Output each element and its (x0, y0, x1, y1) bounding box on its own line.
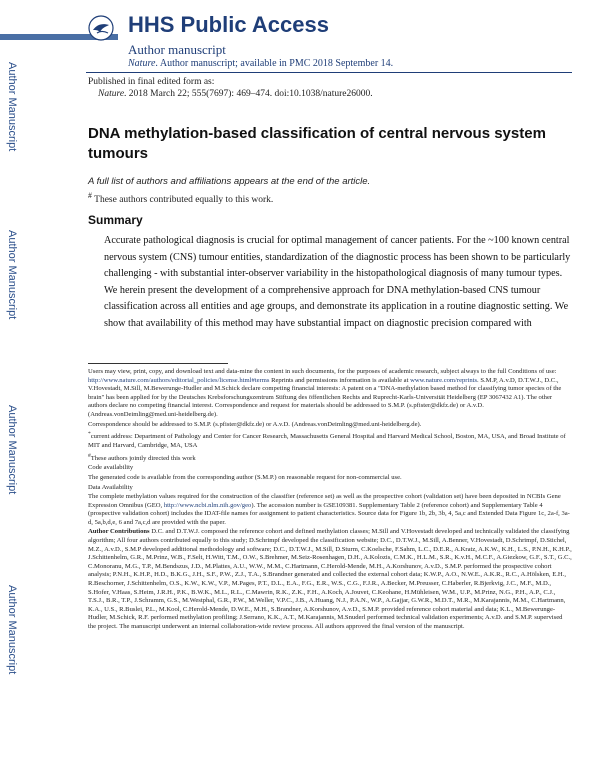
code-availability-heading: Code availability (88, 464, 134, 472)
availability-line (128, 58, 393, 69)
header-divider (86, 72, 572, 73)
equal-contribution-note (88, 191, 273, 205)
data-text-a: The complete methylation values required for the construction of the classifier (reference set) as well as the prospective cohort (validation set) have been deposited in NCBIs Gene Expression Omnibus (GEO, (88, 493, 561, 509)
geo-link[interactable]: http://www.ncbi.nlm.nih.gov/geo (163, 501, 252, 509)
competing-interests-text: . S.M.P, A.v.D, D.T.W.J., D.C., V.Hovestadt, M.Sill, M.Bewerunge-Hudler and M.Schick declare competing financial interests: A patent on a "DNA-methylation based method for classifying tumor species of the brain" has been applied for by the Deutsches Krebsforschungszentrum Stiftung des öffentlichen Rechts and Ruprecht-Karls-Universität Heidelberg (EP 3067432 A1). The other authors declare no competing financial interest. Correspondence and request for materials should be addressed to S.M.P. (s.pfister@dkfz.de) or A.v.D. (Andreas.vonDeimling@med.uni-heidelberg.de). (88, 376, 562, 418)
correspondence-footnote: Correspondence should be addressed to S.M.P. (s.pfister@dkfz.de) or A.v.D. (Andreas.vonDeimling@med.uni-heidelberg.de). (88, 420, 422, 428)
current-address-footnote: *current address: Department of Pathology and Center for Cancer Research, Massachusetts General Hospital and Harvard Medical School, Boston, MA, USA, and Broad Institute of MIT and Harvard, Cambridge, MA, USA (88, 431, 566, 449)
equal-contribution-mark: # (88, 191, 92, 200)
conditions-link[interactable]: http://www.nature.com/authors/editorial_policies/license.html#terms (88, 376, 270, 384)
directed-jointly-footnote: #These authors jointly directed this work (88, 452, 196, 462)
directed-jointly-text: These authors jointly directed this work (90, 454, 196, 462)
footnotes (88, 368, 572, 633)
citation-journal: Nature (98, 89, 125, 99)
reprints-text: Reprints and permissions information is available at (271, 376, 409, 384)
article-title: DNA methylation-based classification of central nervous system tumours (88, 125, 546, 162)
author-manuscript-side-label: Author Manuscript (6, 585, 18, 675)
citation-text: . 2018 March 22; 555(7697): 469–474. doi:10.1038/nature26000. (124, 89, 373, 99)
data-availability-text (88, 493, 572, 527)
author-manuscript-label: Author manuscript (128, 42, 226, 57)
author-contributions (88, 528, 572, 631)
code-availability-text: The generated code is available from the corresponding author (S.M.P.) on reasonable request for non-commercial use. (88, 473, 402, 481)
author-contributions-text: D.C. and D.T.W.J. composed the reference cohort and defined methylation classes; M.Sill and V.Hovestadt developed and technically validated the classifying algorithm; All four authors contributed equally to this study; D.Schrimpf developed the classification website; D.C., D.T.W.J., M.Sill, A.Benner, V.Hovestadt, D.Schrimpf, D.Stichel, M.Z., A.v.D., S.M.P developed additional methodology and software; D.C., D.T.W.J., M.Sill, D.Sturm, C.Koelsche, F.Sahm, L.C., D.E.R., A.Kratz, A.K.W., K.H., L.S., P.N.H., K.H.P., J.Schittenhelm, G.R., M.Prinz, W.B., F.Selt, H.Witt, T.M., O.W., S.Brehmer, M.Seiz-Rosenhagen, D.H., A.Kolozis, C.M.K., H.L.M., S.R., K.v.H., M.C.F., A.Giezkow, G.F., S.T., G.C., C.Monoranu, M.G., T.P., M.Bendszus, J.D., M.Plattes, A.U., W.W., M.M., C.Hartmann, C.Herold-Mende, M.H., A.Korshunov, A.v.D., S.M.P. performed the prospective cohort analysis; P.N.H., K.H.P., H.D., B.K.G., J.H., S.F., P.W., Z.J., T.A., S.Brandner generated and collected the external cohort data; K.W.P., A.O., N.W.E., A.K.R., R.C., A.Hölsken, E.H., R.Beschorner, J.Schittenhelm, O.S., K.W., K.W., V.P., M.Pages, P.T., D.L., E.A., F.G., E.R., W.S., C.G., F.J.R., A.Becker, M.Preusser, C.Haberler, R.Bjerkvig, J.C., M.F., M.D., S.Hofer, V.Haas, S.Heim, J.R.H., P.K., B.W.K., M.L., R.L., C.Mawrin, R.K., Z.K., F.H., A.Koch, A.Jouvet, C.Keohane, H.Mühleisen, W.M., U.P., M.Prinz, N.G., P.H., A.P., C.J., T.S.J., B.R., T.P., J.Schramm, G.S., M.Westphal, G.R., P.W., M.Weller, V.P.C., J.B., A.Huang, N.J., P.A.N., W.P., A.Gajjar, G.W.R., M.D.T., M.R., M.Karajannis, M.M., C.Hartmann, K.A., U.S., R.Buslei, P.L., M.Kool, C.Herold-Mende, D.W.E., M.H., S.Brandner, A.Korshunov, A.v.D., S.M.P. provided reference cohort material and data; K.L., M.Bewerunge-Hudler, M.Schick, R.F. performed methylation profiling; J.Serrano, K.K., A.T., M.Karajannis, M.Snuderl performed technical validation experiments; A.v.D. and S.M.P. supervised the project. The manuscript underwent an internal collaboration-wide review process. All authors approved the final version of the manuscript. (88, 528, 572, 630)
citation (88, 88, 373, 100)
data-availability-heading: Data Availability (88, 483, 133, 491)
equal-contribution-text: These authors contributed equally to this work. (91, 195, 274, 206)
rights-footnote (88, 368, 572, 420)
author-manuscript-side-label: Author Manuscript (6, 230, 18, 320)
rights-text: Users may view, print, copy, and download text and data-mine the content in such documents, for the purposes of academic research, subject always to the full Conditions of use: (88, 368, 557, 375)
summary-text: Accurate pathological diagnosis is crucial for optimal management of cancer patients. For the ~100 known central nervous system (CNS) tumour entities, standardization of the diagnostic process has been shown to be particularly challenging - with substantial inter-observer variability in the histopathological diagnosis of many tumour types. We herein present the development of a comprehensive approach for DNA methylation-based CNS tumour classification across all entities and age groups, and demonstrate its application in a routine diagnostic setting. We show that availability of this method may have substantial impact on diagnostic precision compared with (104, 235, 571, 329)
author-manuscript-side-label: Author Manuscript (6, 62, 18, 152)
hhs-eagle-logo-icon (88, 15, 114, 41)
author-manuscript-side-label: Author Manuscript (6, 405, 18, 495)
footnote-divider (88, 363, 228, 364)
publication-info (88, 76, 373, 100)
current-address-text: current address: Department of Pathology and Center for Cancer Research, Massachusetts General Hospital and Harvard Medical School, Boston, MA, USA, and Broad Institute of MIT and Harvard, Cambridge, MA, USA (88, 433, 566, 449)
availability-text: . Author manuscript; available in PMC 2018 September 14. (155, 58, 394, 69)
hhs-public-access-title: HHS Public Access (128, 12, 329, 37)
authors-note: A full list of authors and affiliations appears at the end of the article. (88, 176, 371, 187)
summary-heading: Summary (88, 213, 143, 227)
data-text-b: ). The accession number is GSE109381. Supplementary Table 2 (reference cohort) and Supplementary Table 4 (prospective validation cohort) includes the IDAT-file names for assignment to patient characteristics. Source data for Figure 1b, 2b, 3b, 4, 5a,c and Extended Data Figure 1c, 2a-f, 3a-d, 5a,b,d,e, 6 and 7a,c,d are provided with the paper. (88, 501, 570, 526)
published-label: Published in final edited form as: (88, 77, 215, 87)
reprints-link[interactable]: www.nature.com/reprints (410, 376, 478, 384)
journal-name: Nature (128, 58, 156, 69)
author-contributions-heading: Author Contributions (88, 528, 150, 536)
